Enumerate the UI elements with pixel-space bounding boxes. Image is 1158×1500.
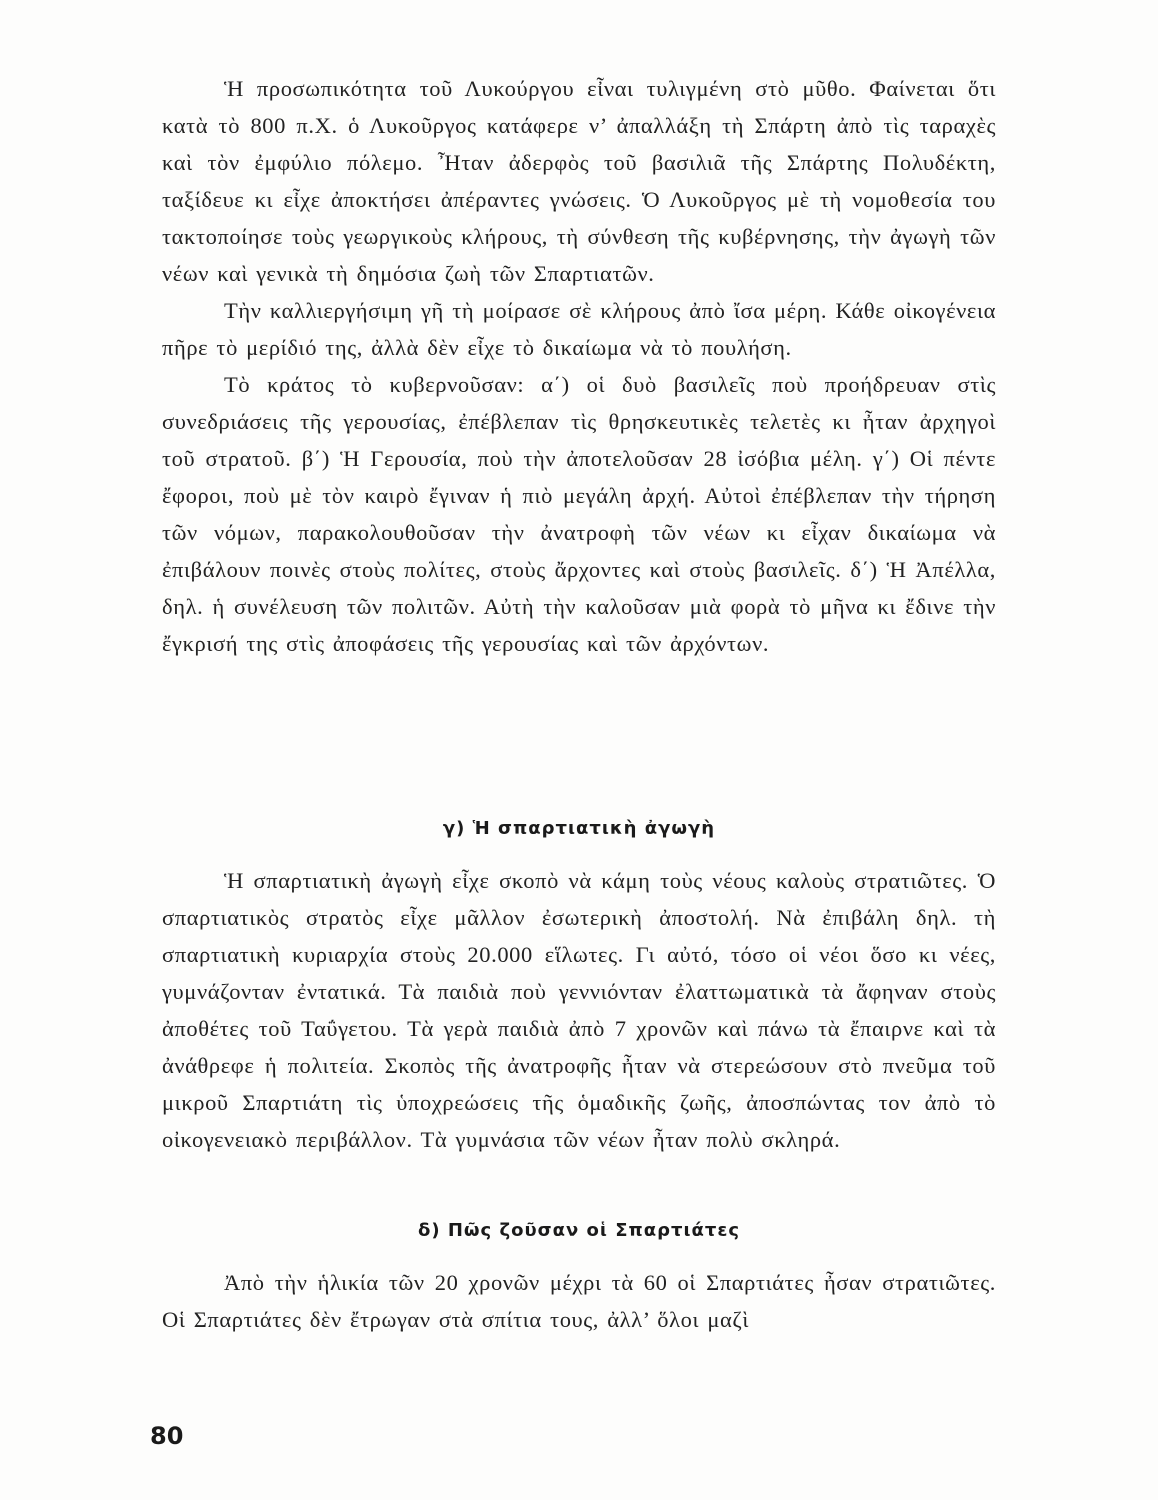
text-section-spartan-education bbox=[162, 862, 996, 1158]
paragraph: Ἡ προσωπικότητα τοῦ Λυκούργου εἶναι τυλιγμένη στὸ μῦθο. Φαίνεται ὅτι κατὰ τὸ 800 π.Χ. ὁ Λυκοῦργος κατάφερε ν’ ἀπαλλάξη τὴ Σπάρτη ἀπὸ τὶς ταραχὲς καὶ τὸν ἐμφύλιο πόλεμο. Ἦταν ἀδερφὸς τοῦ βασιλιᾶ τῆς Σπάρτης Πολυδέκτη, ταξίδευε κι εἶχε ἀποκτήσει ἀπέραντες γνώσεις. Ὁ Λυκοῦργος μὲ τὴ νομοθεσία του τακτοποίησε τοὺς γεωργικοὺς κλήρους, τὴ σύνθεση τῆς κυβέρνησης, τὴν ἀγωγὴ τῶν νέων καὶ γενικὰ τὴ δημόσια ζωὴ τῶν Σπαρτιατῶν. bbox=[162, 76, 996, 286]
text-section-spartan-life bbox=[162, 1264, 996, 1338]
paragraph: Τὸ κράτος τὸ κυβερνοῦσαν: α΄) οἱ δυὸ βασιλεῖς ποὺ προήδρευαν στὶς συνεδριάσεις τῆς γερουσίας, ἐπέβλεπαν τὶς θρησκευτικὲς τελετὲς κι ἦταν ἀρχηγοὶ τοῦ στρατοῦ. β΄) Ἡ Γερουσία, ποὺ τὴν ἀποτελοῦσαν 28 ἰσόβια μέλη. γ΄) Οἱ πέντε ἔφοροι, ποὺ μὲ τὸν καιρὸ ἔγιναν ἡ πιὸ μεγάλη ἀρχή. Αὐτοὶ ἐπέβλεπαν τὴν τήρηση τῶν νόμων, παρακολουθοῦσαν τὴν ἀνατροφὴ τῶν νέων κι εἶχαν δικαίωμα νὰ ἐπιβάλουν ποινὲς στοὺς πολίτες, στοὺς ἄρχοντες καὶ στοὺς βασιλεῖς. δ΄) Ἡ Ἀπέλλα, δηλ. ἡ συνέλευση τῶν πολιτῶν. Αὐτὴ τὴν καλοῦσαν μιὰ φορὰ τὸ μῆνα κι ἔδινε τὴν ἔγκρισή της στὶς ἀποφάσεις τῆς γερουσίας καὶ τῶν ἀρχόντων. bbox=[162, 372, 996, 656]
page-number: 80 bbox=[150, 1422, 184, 1450]
text-section-lycurgus bbox=[162, 70, 996, 662]
section-heading-spartan-life: δ) Πῶς ζοῦσαν οἱ Σπαρτιάτες bbox=[417, 1220, 741, 1241]
paragraph: Ἀπὸ τὴν ἡλικία τῶν 20 χρονῶν μέχρι τὰ 60 οἱ Σπαρτιάτες ἦσαν στρατιῶτες. Οἱ Σπαρτιάτες δὲν ἔτρωγαν στὰ σπίτια τους, ἀλλ’ ὅλοι μαζὶ bbox=[162, 1270, 996, 1332]
paragraph: Τὴν καλλιεργήσιμη γῆ τὴ μοίρασε σὲ κλήρους ἀπὸ ἴσα μέρη. Κάθε οἰκογένεια πῆρε τὸ μερίδιό της, ἀλλὰ δὲν εἶχε τὸ δικαίωμα νὰ τὸ πουλήση. bbox=[162, 298, 996, 360]
paragraph: Ἡ σπαρτιατικὴ ἀγωγὴ εἶχε σκοπὸ νὰ κάμη τοὺς νέους καλοὺς στρατιῶτες. Ὁ σπαρτιατικὸς στρατὸς εἶχε μᾶλλον ἐσωτερικὴ ἀποστολή. Νὰ ἐπιβάλη δηλ. τὴ σπαρτιατικὴ κυριαρχία στοὺς 20.000 εἵλωτες. Γι αὐτό, τόσο οἱ νέοι ὅσο κι νέες, γυμνάζονταν ἐντατικά. Τὰ παιδιὰ ποὺ γεννιόνταν ἐλαττωματικὰ τὰ ἄφηναν στοὺς ἀποθέτες τοῦ Ταΰγετου. Τὰ γερὰ παιδιὰ ἀπὸ 7 χρονῶν καὶ πάνω τὰ ἔπαιρνε καὶ τὰ ἀνάθρεφε ἡ πολιτεία. Σκοπὸς τῆς ἀνατροφῆς ἦταν νὰ στερεώσουν στὸ πνεῦμα τοῦ μικροῦ Σπαρτιάτη τὶς ὑποχρεώσεις τῆς ὁμαδικῆς ζωῆς, ἀποσπώντας τον ἀπὸ τὸ οἰκογενειακὸ περιβάλλον. Τὰ γυμνάσια τῶν νέων ἦταν πολὺ σκληρά. bbox=[162, 868, 996, 1152]
section-heading-spartan-education: γ) Ἡ σπαρτιατικὴ ἀγωγὴ bbox=[442, 818, 716, 839]
